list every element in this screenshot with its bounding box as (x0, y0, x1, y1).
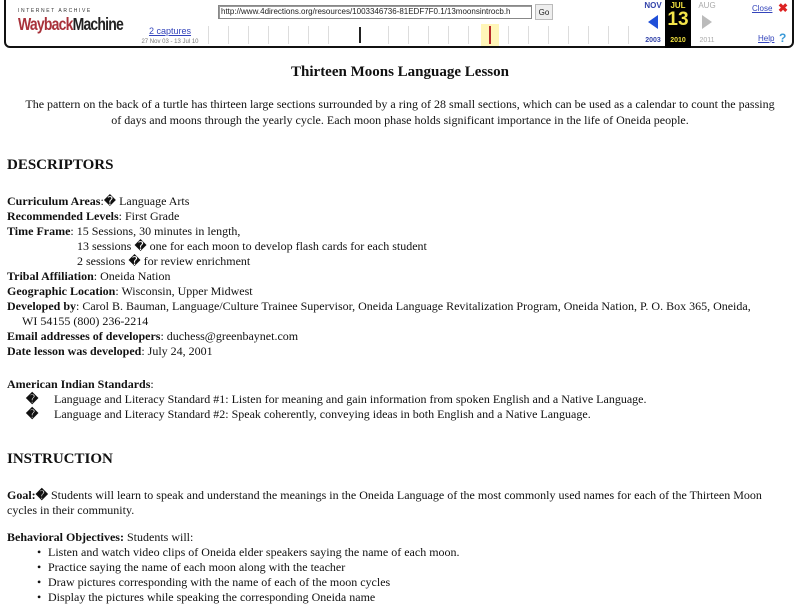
timeframe-label: Time Frame (7, 224, 71, 238)
descriptors-heading: DESCRIPTORS (7, 157, 114, 173)
timeline-tick (388, 26, 389, 44)
developer-row (7, 299, 797, 314)
geo-value: : Wisconsin, Upper Midwest (115, 284, 253, 298)
goal-label: Goal:� (7, 488, 48, 502)
current-year: 2010 (670, 37, 686, 44)
standard-item (7, 392, 797, 407)
descriptors-list (7, 194, 797, 359)
date-row (7, 344, 797, 359)
logo-wordmark (18, 13, 123, 34)
bullet-dot-icon: • (37, 560, 42, 574)
tribal-row (7, 269, 797, 284)
standards-row (7, 377, 797, 392)
help-icon[interactable]: ? (779, 31, 787, 45)
intro-paragraph: The pattern on the back of a turtle has thirteen large sections surrounded by a ring of 28 small sections, which can be used as a calendar to count the passing of days and moons through the yearly cycle. Each moon phase holds significant importance in the life of Oneida people. (25, 97, 775, 127)
logo-tagline: INTERNET ARCHIVE (18, 8, 92, 14)
goal-row (7, 488, 797, 503)
timeline-tick (268, 26, 269, 44)
timeline-tick (588, 26, 589, 44)
timeline-tick (208, 26, 209, 44)
current-month: JUL (670, 1, 686, 10)
captures-range: 27 Nov 03 - 13 Jul 10 (141, 39, 199, 45)
standards-label: American Indian Standards (7, 377, 151, 391)
prev-capture[interactable] (638, 0, 668, 48)
objective-text: Display the pictures while speaking the corresponding Oneida name (48, 590, 376, 604)
logo-word-machine: Machine (72, 13, 123, 34)
timeframe-row (7, 224, 797, 239)
timeline-tick (228, 26, 229, 44)
timeline-tick (608, 26, 609, 44)
curriculum-row (7, 194, 797, 209)
objective-text: Practice saying the name of each moon along with the teacher (48, 560, 346, 574)
standards-section (7, 377, 797, 422)
standard-item (7, 407, 797, 422)
prev-month: NOV (644, 1, 662, 10)
timeframe-line-2: 13 sessions � one for each moon to develop flash cards for each student (77, 239, 427, 253)
date-value: : July 24, 2001 (141, 344, 213, 358)
timeline-tick (508, 26, 509, 44)
goal-section (7, 488, 797, 518)
objectives-label: Behavioral Objectives: (7, 530, 124, 544)
objective-item (7, 590, 797, 605)
timeline-tick (248, 26, 249, 44)
objective-item (7, 545, 797, 560)
bullet-icon: � (26, 392, 39, 406)
bullet-dot-icon: • (37, 590, 42, 604)
arrow-left-icon[interactable] (648, 15, 658, 29)
developer-value: : Carol B. Bauman, Language/Culture Trainee Supervisor, Oneida Language Revitalization Program, Oneida Nation, P. O. Box 365, Oneida, (76, 299, 751, 313)
url-input[interactable] (218, 5, 532, 19)
objectives-row (7, 530, 797, 545)
objectives-intro: Students will: (123, 530, 194, 544)
next-month: AUG (698, 1, 716, 10)
timeframe-line-3: 2 sessions � for review enrichment (77, 254, 251, 268)
tribal-value: : Oneida Nation (93, 269, 171, 283)
objective-item (7, 575, 797, 590)
bullet-icon: � (26, 407, 39, 421)
arrow-right-icon (702, 15, 712, 29)
geo-row (7, 284, 797, 299)
objective-item (7, 560, 797, 575)
goal-text: Students will learn to speak and understand the meanings in the Oneida Language of the most commonly used names for each of the Thirteen Moon (47, 488, 762, 502)
bullet-dot-icon: • (37, 545, 42, 559)
standard-text: Language and Literacy Standard #1: Listen for meaning and gain information from spoken English and a Native Language. (54, 392, 647, 406)
email-label: Email addresses of developers (7, 329, 161, 343)
geo-label: Geographic Location (7, 284, 116, 298)
developer-label: Developed by (7, 299, 76, 313)
timeframe-value: : 15 Sessions, 30 minutes in length, (70, 224, 241, 238)
email-row (7, 329, 797, 344)
timeline-tick (408, 26, 409, 44)
page-title: Thirteen Moons Language Lesson (291, 64, 509, 80)
timeline-tick (448, 26, 449, 44)
timeline-tick (428, 26, 429, 44)
close-link[interactable]: Close (752, 4, 773, 13)
captures-link[interactable]: 2 captures (148, 26, 192, 36)
capture-timeline[interactable] (208, 24, 632, 46)
date-label: Date lesson was developed (7, 344, 142, 358)
go-button[interactable]: Go (535, 4, 553, 20)
timeline-tick (528, 26, 529, 44)
curriculum-value: :� Language Arts (100, 194, 190, 208)
timeline-tick (568, 26, 569, 44)
standards-colon: : (150, 377, 154, 391)
help-link[interactable]: Help (758, 34, 775, 43)
developer-line-2: WI 54155 (800) 236-2214 (22, 314, 149, 328)
capture-mark-2003[interactable] (359, 27, 361, 43)
objectives-section (7, 530, 797, 605)
email-value: : duchess@greenbaynet.com (160, 329, 299, 343)
instruction-heading: INSTRUCTION (7, 451, 113, 467)
current-day: 13 (667, 9, 689, 30)
logo-word-wayback: Wayback (18, 13, 73, 34)
timeline-tick (288, 26, 289, 44)
timeline-tick (468, 26, 469, 44)
timeline-tick (308, 26, 309, 44)
capture-mark-2010[interactable] (489, 26, 491, 44)
levels-label: Recommended Levels (7, 209, 119, 223)
objective-text: Draw pictures corresponding with the name of each of the moon cycles (48, 575, 391, 589)
levels-row (7, 209, 797, 224)
levels-value: : First Grade (118, 209, 180, 223)
next-capture (692, 0, 722, 48)
tribal-label: Tribal Affiliation (7, 269, 94, 283)
wayback-logo[interactable] (18, 8, 123, 34)
timeline-tick (628, 26, 629, 44)
bullet-dot-icon: • (37, 575, 42, 589)
prev-year: 2003 (645, 37, 661, 44)
captures-info (130, 26, 210, 45)
objective-text: Listen and watch video clips of Oneida elder speakers saying the name of each moon. (48, 545, 460, 559)
current-capture (665, 0, 691, 48)
curriculum-label: Curriculum Areas (7, 194, 101, 208)
timeline-tick (328, 26, 329, 44)
wayback-toolbar (0, 0, 800, 52)
close-icon[interactable]: ✖ (778, 1, 789, 15)
goal-line-2: cycles in their community. (7, 503, 135, 517)
standard-text: Language and Literacy Standard #2: Speak coherently, conveying ideas in both English and a Native Language. (54, 407, 591, 421)
next-year: 2011 (699, 37, 715, 44)
timeline-tick (548, 26, 549, 44)
